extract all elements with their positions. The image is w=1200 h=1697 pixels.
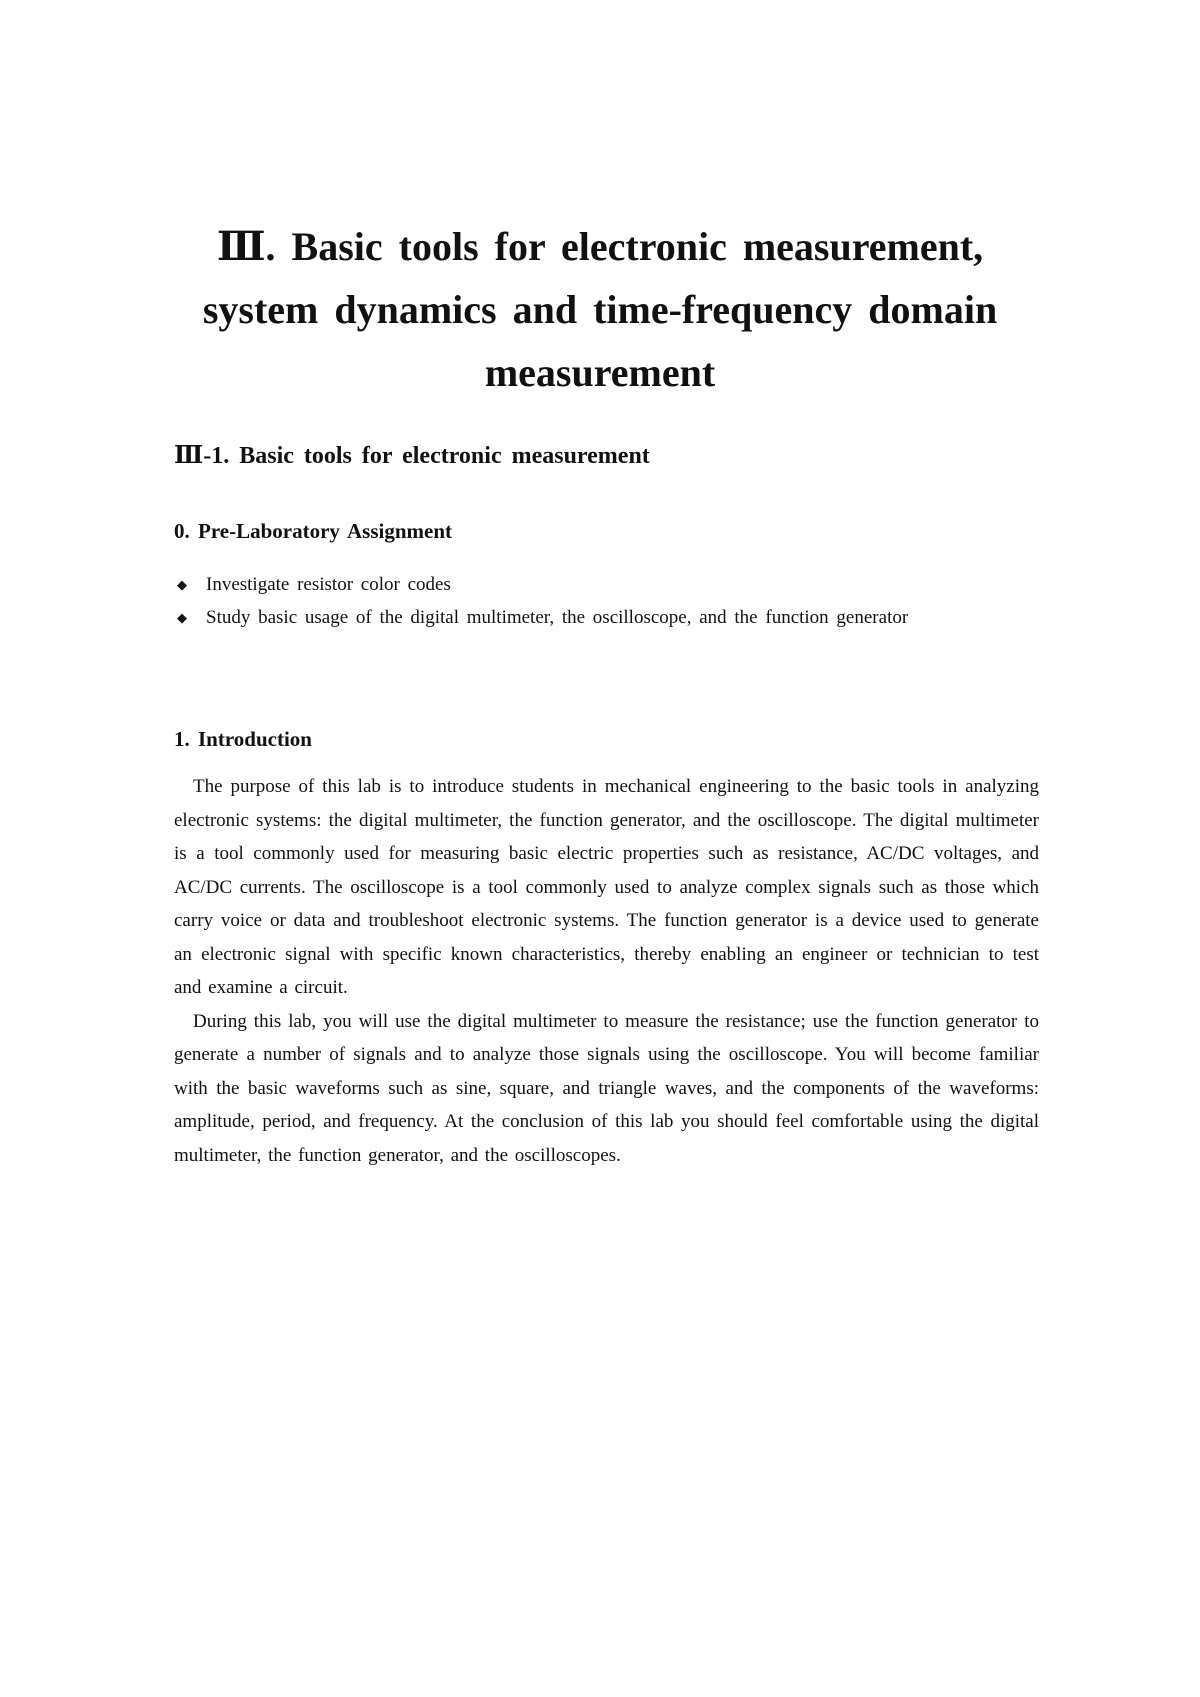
title-line-3: measurement bbox=[484, 349, 716, 395]
list-item-text: Investigate resistor color codes bbox=[206, 574, 451, 595]
title-line-2: system dynamics and time-frequency domain bbox=[202, 286, 998, 332]
list-item bbox=[174, 568, 1034, 601]
title-line-1: Ⅲ. Basic tools for electronic measurement, bbox=[216, 223, 984, 269]
diamond-bullet-icon: ◆ bbox=[177, 610, 187, 625]
introduction-heading: 1. Introduction bbox=[174, 727, 312, 751]
introduction-paragraph-1: The purpose of this lab is to introduce students in mechanical engineering to the basic tools in analyzing electronic systems: the digital multimeter, the function generator, and the oscilloscope. The digital multimeter is a tool commonly used for measuring basic electric properties such as resistance, AC/DC voltages, and AC/DC currents. The oscilloscope is a tool commonly used to analyze complex signals such as those which carry voice or data and troubleshoot electronic systems. The function generator is a device used to generate an electronic signal with specific known characteristics, thereby enabling an engineer or technician to test and examine a circuit. bbox=[174, 776, 1039, 998]
diamond-bullet-icon: ◆ bbox=[177, 577, 187, 592]
introduction-body bbox=[174, 770, 1039, 1172]
section-heading: Ⅲ-1. Basic tools for electronic measurement bbox=[174, 442, 650, 469]
pre-lab-list bbox=[174, 568, 1034, 634]
list-item-text: Study basic usage of the digital multimeter, the oscilloscope, and the function generator bbox=[206, 607, 909, 628]
pre-lab-heading: 0. Pre-Laboratory Assignment bbox=[174, 519, 453, 543]
document-title bbox=[170, 215, 1030, 404]
list-item bbox=[174, 601, 1034, 634]
introduction-paragraph-2: During this lab, you will use the digital multimeter to measure the resistance; use the function generator to generate a number of signals and to analyze those signals using the oscilloscope. You will become familiar with the basic waveforms such as sine, square, and triangle waves, and the components of the waveforms: amplitude, period, and frequency. At the conclusion of this lab you should feel comfortable using the digital multimeter, the function generator, and the oscilloscopes. bbox=[174, 1010, 1039, 1166]
